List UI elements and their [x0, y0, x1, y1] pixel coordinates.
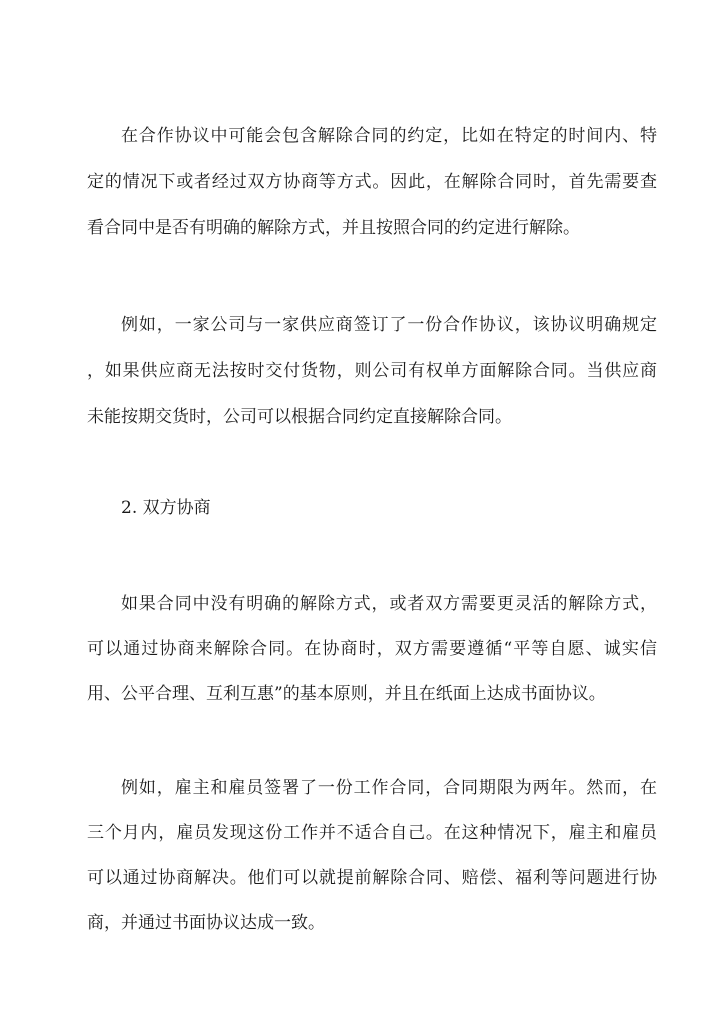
paragraph-4-line-2: 三个月内，雇员发现这份工作并不适合自己。在这种情况下，雇主和雇员	[87, 823, 657, 843]
paragraph-2-line-1: 例如，一家公司与一家供应商签订了一份合作协议，该协议明确规定	[121, 315, 657, 335]
paragraph-1-line-3: 看合同中是否有明确的解除方式，并且按照合同的约定进行解除。	[87, 218, 580, 238]
paragraph-4-line-3: 可以通过协商解决。他们可以就提前解除合同、赔偿、福利等问题进行协	[87, 868, 657, 888]
paragraph-1-line-1: 在合作协议中可能会包含解除合同的约定，比如在特定的时间内、特	[121, 126, 657, 146]
paragraph-4-line-4: 商，并通过书面协议达成一致。	[87, 913, 325, 933]
paragraph-2-line-3: 未能按期交货时，公司可以根据合同约定直接解除合同。	[87, 407, 512, 427]
paragraph-3-line-3: 用、公平合理、互利互惠”的基本原则，并且在纸面上达成书面协议。	[87, 684, 606, 704]
paragraph-1-line-2: 定的情况下或者经过双方协商等方式。因此，在解除合同时，首先需要查	[87, 172, 657, 192]
paragraph-3-line-2: 可以通过协商来解除合同。在协商时，双方需要遵循“平等自愿、诚实信	[87, 639, 657, 659]
section-heading: 2. 双方协商	[121, 498, 211, 518]
paragraph-2-line-2: ，如果供应商无法按时交付货物，则公司有权单方面解除合同。当供应商	[87, 361, 657, 381]
paragraph-4-line-1: 例如，雇主和雇员签署了一份工作合同，合同期限为两年。然而，在	[121, 778, 657, 798]
paragraph-3-line-1: 如果合同中没有明确的解除方式，或者双方需要更灵活的解除方式，	[121, 594, 657, 614]
